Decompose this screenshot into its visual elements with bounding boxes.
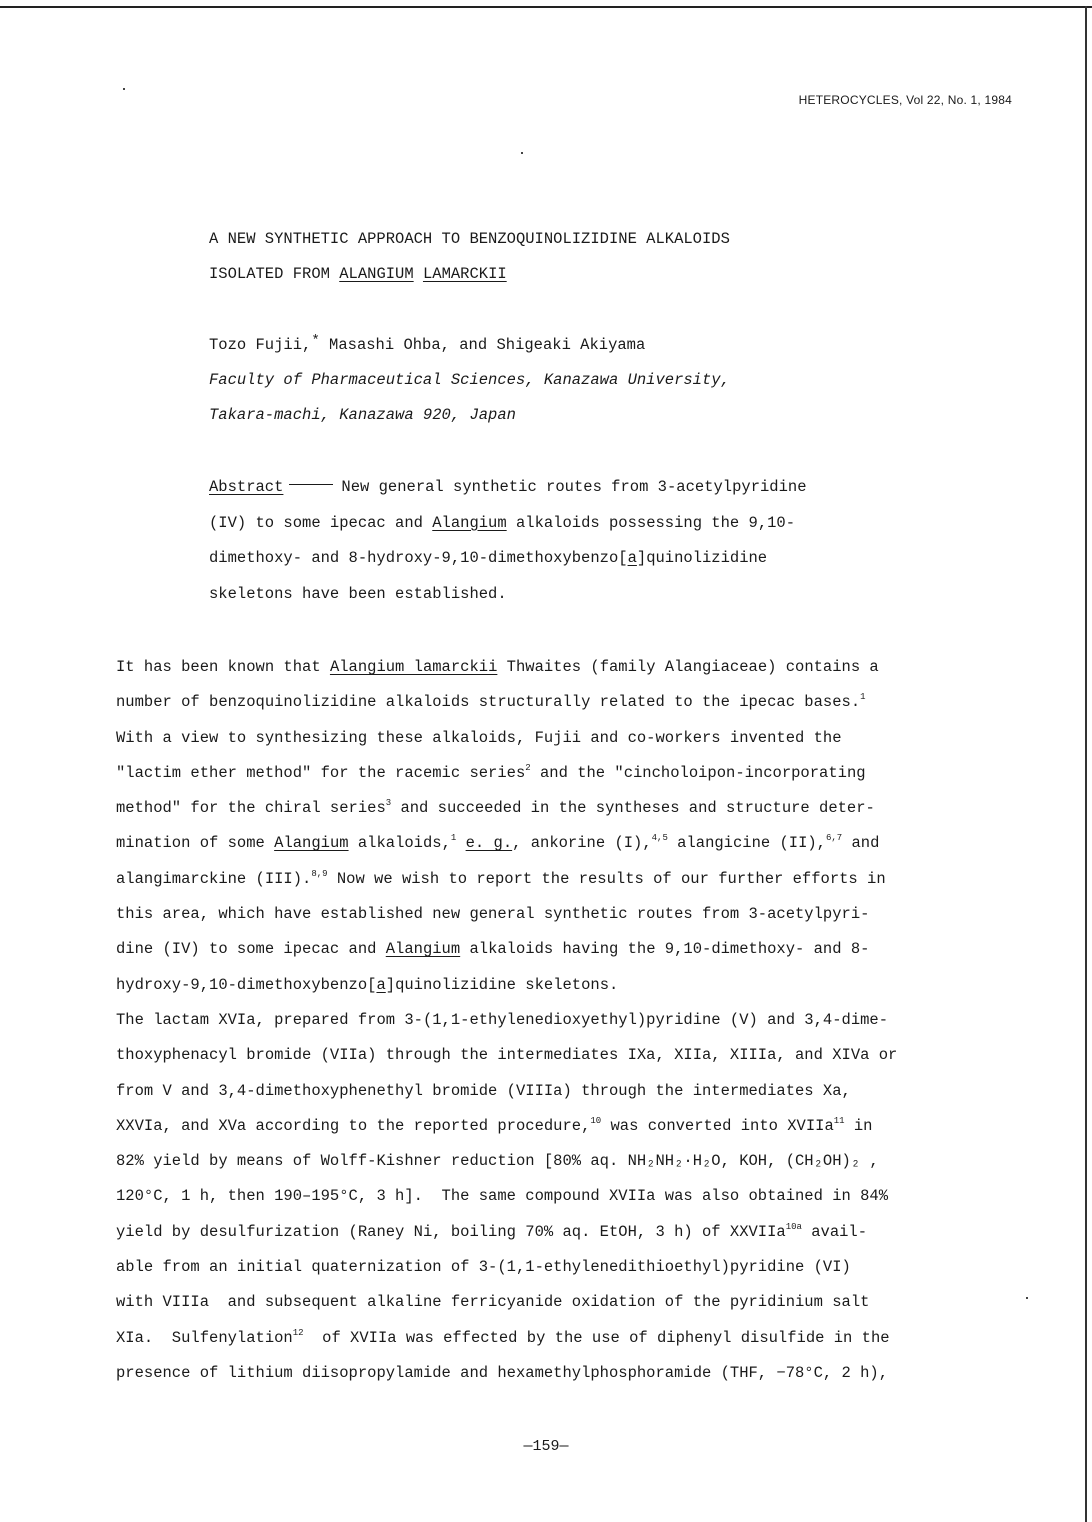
abstract-line: Abstract New general synthetic routes from 3-acetylpyridine <box>209 478 807 496</box>
body-line: It has been known that Alangium lamarckii Thwaites (family Alangiaceae) contains a <box>116 658 879 676</box>
body-text <box>116 650 996 1391</box>
body-line: XXVIa, and XVa according to the reported procedure,$^{10}$ was converted into XVIIa$^{11}$ in <box>116 1115 873 1135</box>
body-line: presence of lithium diisopropylamide and hexamethylphosphoramide (THF, −78°C, 2 h), <box>116 1363 889 1382</box>
journal-header: HETEROCYCLES, Vol 22, No. 1, 1984 <box>798 93 1012 107</box>
abstract-dash <box>289 484 333 485</box>
author-names: Tozo Fujii,* Masashi Ohba, and Shigeaki Akiyama <box>209 333 646 354</box>
affiliation-line-2: Takara-machi, Kanazawa 920, Japan <box>209 406 516 424</box>
body-line: "lactim ether method" for the racemic series$^2$ and the "cincholoipon-incorporating <box>116 762 866 782</box>
abstract <box>209 470 899 612</box>
abstract-line: (IV) to some ipecac and Alangium alkaloids possessing the 9,10- <box>209 513 796 532</box>
body-line: hydroxy-9,10-dimethoxybenzo[a]quinolizidine skeletons. <box>116 975 619 994</box>
body-line: this area, which have established new general synthetic routes from 3-acetylpyri- <box>116 905 870 924</box>
title-line-2: ISOLATED FROM ALANGIUM LAMARCKII <box>209 265 507 283</box>
body-line: dine (IV) to some ipecac and Alangium alkaloids having the 9,10-dimethoxy- and 8- <box>116 940 870 959</box>
body-line: 120°C, 1 h, then 190–195°C, 3 h]. The same compound XVIIa was also obtained in 84% <box>116 1187 889 1206</box>
body-line: 82% yield by means of Wolff-Kishner reduction [80% aq. NH₂NH₂·H₂O, KOH, (CH₂OH)₂ , <box>116 1152 879 1171</box>
affiliation-line-1: Faculty of Pharmaceutical Sciences, Kanazawa University, <box>209 371 730 389</box>
page-top-rule <box>0 6 1092 8</box>
abstract-line: skeletons have been established. <box>209 584 507 603</box>
body-line: The lactam XVIa, prepared from 3-(1,1-ethylenedioxyethyl)pyridine (V) and 3,4-dime- <box>116 1010 889 1029</box>
abstract-label: Abstract <box>209 478 284 496</box>
abstract-line: dimethoxy- and 8-hydroxy-9,10-dimethoxybenzo[a]quinolizidine <box>209 549 768 567</box>
author-block <box>209 328 730 433</box>
body-line: With a view to synthesizing these alkaloids, Fujii and co-workers invented the <box>116 728 842 747</box>
body-line: number of benzoquinolizidine alkaloids structurally related to the ipecac bases.$^1$ <box>116 692 866 712</box>
body-line: yield by desulfurization (Raney Ni, boiling 70% aq. EtOH, 3 h) of XXVIIa$^{10a}$ avail- <box>116 1221 868 1241</box>
page-number: —159— <box>523 1438 569 1455</box>
body-line: mination of some Alangium alkaloids,$^1$ e. g., ankorine (I),$^{4,5}$ alangicine (II),$^{6,7}$ and <box>116 833 880 853</box>
scan-speck <box>521 152 523 154</box>
body-line: with VIIIa and subsequent alkaline ferricyanide oxidation of the pyridinium salt <box>116 1293 870 1312</box>
scan-speck <box>1026 1297 1028 1299</box>
body-line: thoxyphenacyl bromide (VIIa) through the intermediates IXa, XIIa, XIIIa, and XIVa or <box>116 1046 898 1065</box>
body-line: from V and 3,4-dimethoxyphenethyl bromide (VIIIa) through the intermediates Xa, <box>116 1081 851 1100</box>
body-line: method" for the chiral series$^3$ and succeeded in the syntheses and structure deter- <box>116 798 875 818</box>
body-line: able from an initial quaternization of 3-(1,1-ethylenedithioethyl)pyridine (VI) <box>116 1258 851 1277</box>
page-right-edge <box>1085 6 1087 1522</box>
paper-title <box>209 222 730 292</box>
body-line: alangimarckine (III).$^{8,9}$ Now we wish to report the results of our further efforts in <box>116 868 886 888</box>
title-line-1: A NEW SYNTHETIC APPROACH TO BENZOQUINOLIZIDINE ALKALOIDS <box>209 230 730 248</box>
body-line: XIa. Sulfenylation$^{12}$ of XVIIa was effected by the use of diphenyl disulfide in the <box>116 1327 890 1347</box>
scan-speck <box>123 88 125 90</box>
